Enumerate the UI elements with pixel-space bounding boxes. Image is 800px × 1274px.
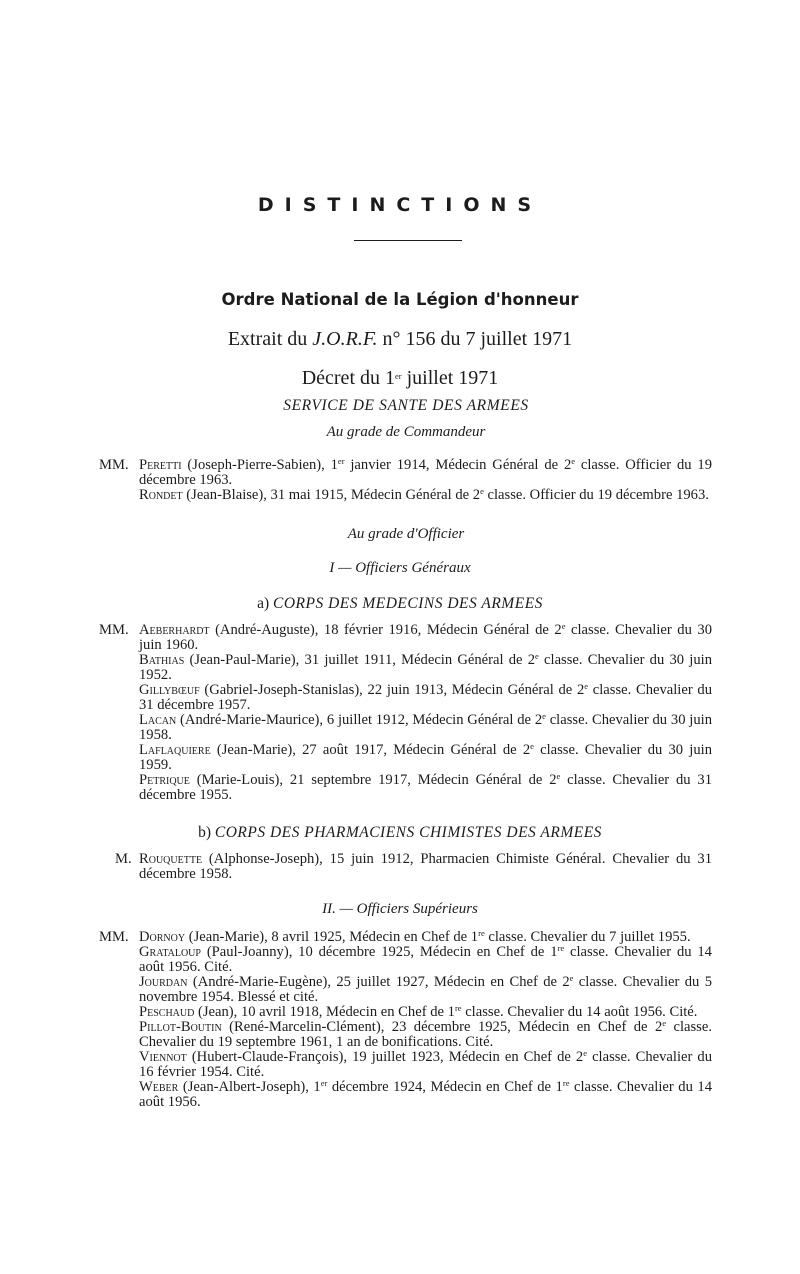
generaux-heading: I — Officiers Généraux [329,560,471,576]
extrait-line: Extrait du J.O.R.F. n° 156 du 7 juillet 1971 [227,328,573,350]
list-item: Peretti (Joseph-Pierre-Sabien), 1er janvier 1914, Médecin Général de 2e classe. Officier du 19 décembre 1963. [139,456,712,488]
list-item: Viennot (Hubert-Claude-François), 19 juillet 1923, Médecin en Chef de 2e classe. Chevalier du 16 février 1954. Cité. [139,1048,713,1080]
medecins-list [139,623,712,803]
pharma-prefix: M. [115,851,132,867]
page-title: DISTINCTIONS [257,194,543,216]
superieurs-heading: II. — Officiers Supérieurs [322,901,478,917]
list-item: Rondet (Jean-Blaise), 31 mai 1915, Médecin Général de 2e classe. Officier du 19 décembre 1963. [139,486,709,503]
list-item: Laflaquiere (Jean-Marie), 27 août 1917, Médecin Général de 2e classe. Chevalier du 30 juin 1959. [139,741,713,773]
officier-heading: Au grade d'Officier [347,526,465,542]
list-item: Pillot-Boutin (René-Marcelin-Clément), 23 décembre 1925, Médecin en Chef de 2e classe. Chevalier du 19 septembre 1961, 1 an de bonifications. Cité. [139,1018,712,1050]
list-item: Bathias (Jean-Paul-Marie), 31 juillet 1911, Médecin Général de 2e classe. Chevalier du 30 juin 1952. [139,651,712,683]
superieurs-list [139,930,712,1110]
list-item: Aeberhardt (André-Auguste), 18 février 1916, Médecin Général de 2e classe. Chevalier du 30 juin 1960. [139,621,712,653]
list-item: Rouquette (Alphonse-Joseph), 15 juin 1912, Pharmacien Chimiste Général. Chevalier du 31 décembre 1958. [139,851,712,882]
superieurs-prefix: MM. [99,929,129,945]
commandeur-prefix: MM. [99,457,129,473]
list-item: Grataloup (Paul-Joanny), 10 décembre 1925, Médecin en Chef de 1re classe. Chevalier du 14 août 1956. Cité. [139,943,712,975]
list-item: Weber (Jean-Albert-Joseph), 1er décembre 1924, Médecin en Chef de 1re classe. Chevalier du 14 août 1956. [139,1078,712,1110]
decret-line: Décret du 1er juillet 1971 [301,367,499,389]
pharma-heading: b) CORPS DES PHARMACIENS CHIMISTES DES ARMEES [198,824,602,841]
list-item: Peschaud (Jean), 10 avril 1918, Médecin en Chef de 1re classe. Chevalier du 14 août 1956. Cité. [139,1003,698,1020]
list-item: Gillybœuf (Gabriel-Joseph-Stanislas), 22 juin 1913, Médecin Général de 2e classe. Chevalier du 31 décembre 1957. [139,681,712,713]
list-item: Lacan (André-Marie-Maurice), 6 juillet 1912, Médecin Général de 2e classe. Chevalier du 30 juin 1958. [139,711,712,743]
list-item: Jourdan (André-Marie-Eugène), 25 juillet 1927, Médecin en Chef de 2e classe. Chevalier du 5 novembre 1954. Blessé et cité. [139,973,712,1005]
list-item: Dornoy (Jean-Marie), 8 avril 1925, Médecin en Chef de 1re classe. Chevalier du 7 juillet 1955. [139,928,691,945]
commandeur-list [139,458,712,503]
order-heading: Ordre National de la Légion d'honneur [221,290,579,309]
pharma-list [139,852,712,882]
medecins-prefix: MM. [99,622,129,638]
commandeur-heading: Au grade de Commandeur [326,424,486,440]
medecins-heading: a) CORPS DES MEDECINS DES ARMEES [257,595,543,612]
service-heading: SERVICE DE SANTE DES ARMEES [283,397,529,414]
journal-name: J.O.R.F. [312,328,378,350]
title-divider [354,240,462,241]
list-item: Petrique (Marie-Louis), 21 septembre 1917, Médecin Général de 2e classe. Chevalier du 31 décembre 1955. [139,771,712,803]
